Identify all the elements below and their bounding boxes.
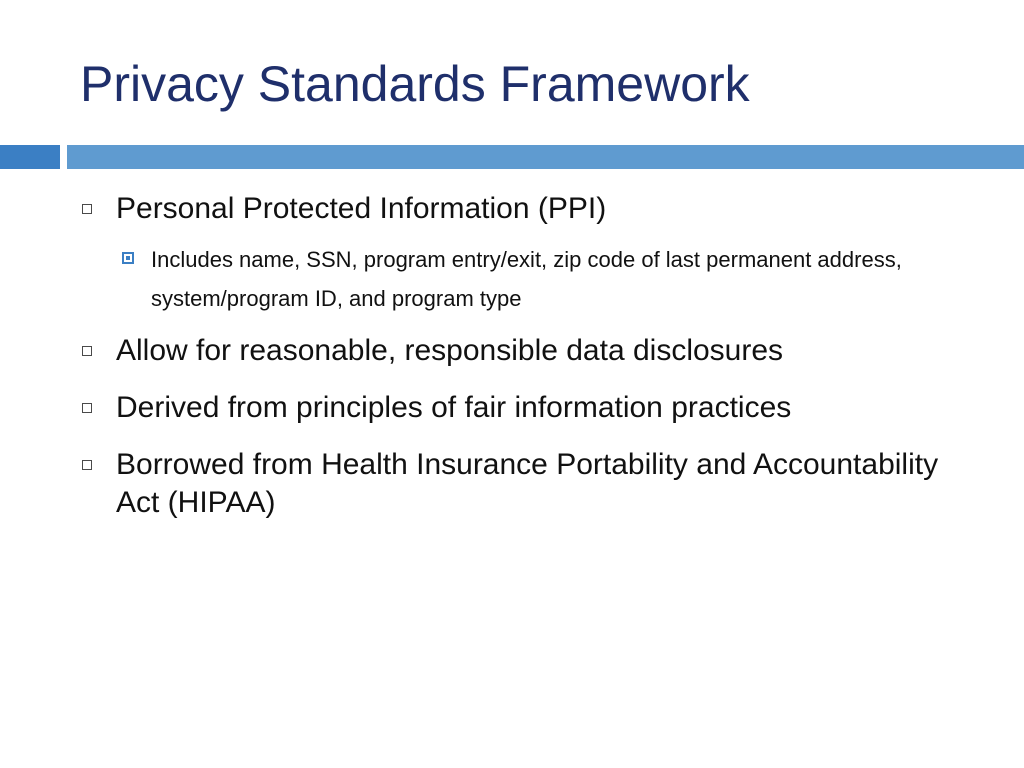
sub-bullet-text: Includes name, SSN, program entry/exit, zip code of last permanent address, system/program ID, and program type — [151, 247, 902, 311]
bullet-text: Personal Protected Information (PPI) — [116, 192, 607, 225]
bullet-item — [82, 446, 982, 522]
hollow-square-bullet-icon — [82, 204, 92, 214]
bullet-list — [82, 190, 982, 541]
hollow-square-bullet-icon — [82, 403, 92, 413]
bullet-text: Derived from principles of fair information practices — [116, 391, 792, 424]
slide-title: Privacy Standards Framework — [80, 56, 750, 112]
sub-bullet-item — [118, 240, 982, 318]
bullet-text: Allow for reasonable, responsible data disclosures — [116, 334, 784, 367]
bullet-item — [82, 190, 982, 228]
bullet-item — [82, 389, 982, 427]
title-divider-left-block — [0, 145, 60, 169]
hollow-square-bullet-icon — [82, 460, 92, 470]
hollow-square-bullet-icon — [82, 346, 92, 356]
title-divider-bar — [67, 145, 1024, 169]
framed-square-bullet-icon — [122, 252, 134, 264]
bullet-item — [82, 332, 982, 370]
bullet-text: Borrowed from Health Insurance Portability and Accountability Act (HIPAA) — [116, 448, 939, 519]
